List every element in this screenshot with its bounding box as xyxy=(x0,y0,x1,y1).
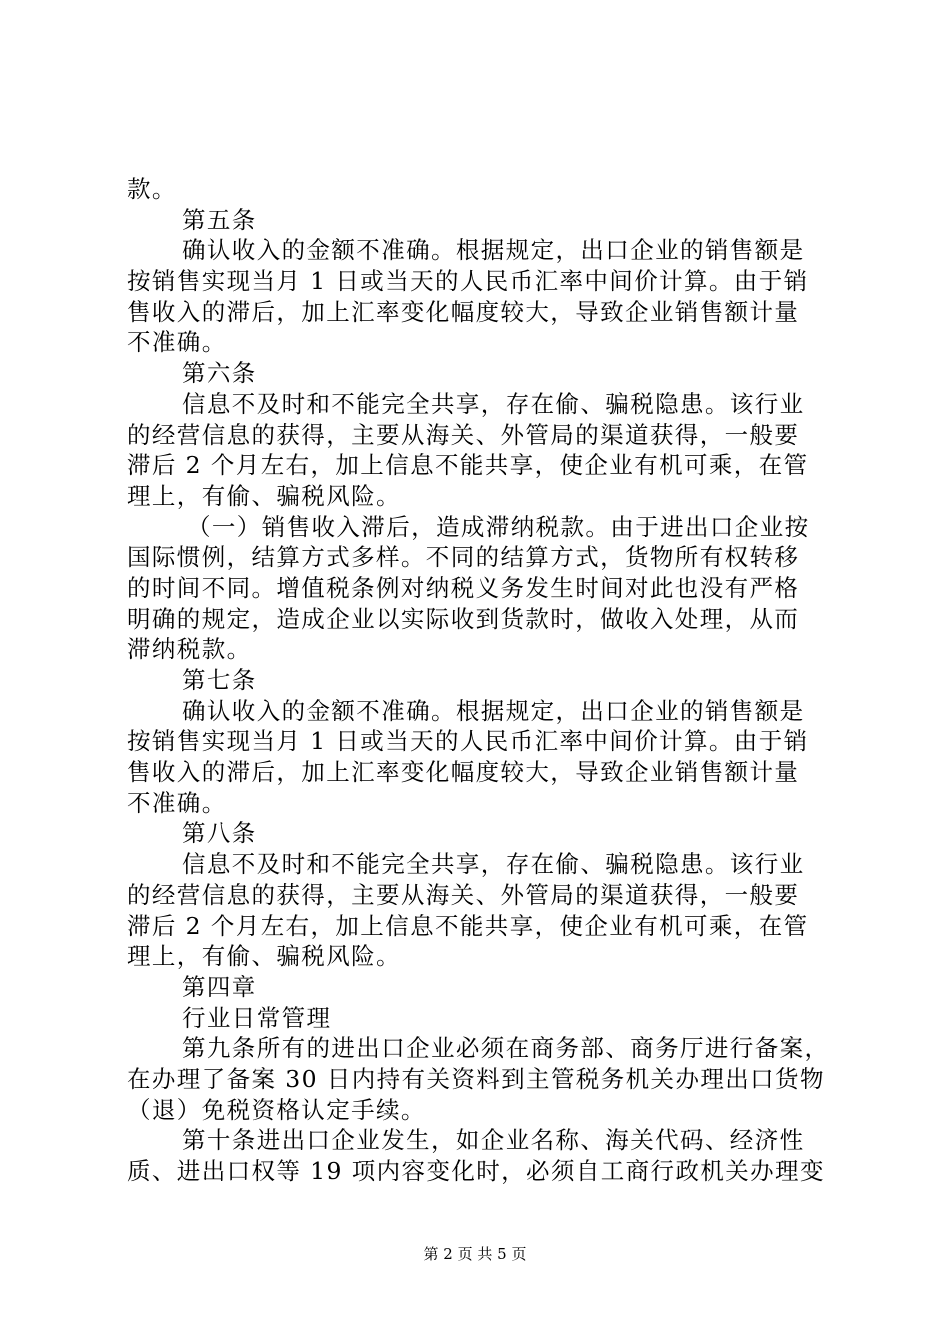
text-line: 理上，有偷、骗税风险。 xyxy=(127,481,401,510)
text-line: 理上，有偷、骗税风险。 xyxy=(127,942,401,971)
text-line: 款。 xyxy=(127,175,177,203)
page-footer xyxy=(0,1244,950,1264)
text-line: 滞后 2 个月左右，加上信息不能共享，使企业有机可乘，在管 xyxy=(127,911,809,940)
text-line: 在办理了备案 30 日内持有关资料到主管税务机关办理出口货物 xyxy=(127,1064,825,1093)
text-line: 质、进出口权等 19 项内容变化时，必须自工商行政机关办理变 xyxy=(127,1157,825,1185)
text-line: 按销售实现当月 1 日或当天的人民币汇率中间价计算。由于销 xyxy=(127,727,809,756)
document-body xyxy=(127,174,831,1187)
text-line: 不准确。 xyxy=(127,328,227,357)
text-line: （退）免税资格认定手续。 xyxy=(127,1095,426,1124)
text-line: 确认收入的金额不准确。根据规定，出口企业的销售额是 xyxy=(182,696,805,725)
text-line: 第十条进出口企业发生，如企业名称、海关代码、经济性 xyxy=(182,1126,805,1155)
text-line: 确认收入的金额不准确。根据规定，出口企业的销售额是 xyxy=(182,236,805,265)
article-heading: 第五条 xyxy=(182,205,257,234)
chapter-title: 行业日常管理 xyxy=(182,1003,332,1032)
page-number: 第 2 页 共 5 页 xyxy=(423,1245,527,1263)
text-line: 明确的规定，造成企业以实际收到货款时，做收入处理，从而 xyxy=(127,604,800,633)
chapter-heading: 第四章 xyxy=(182,972,257,1001)
text-line: 的经营信息的获得，主要从海关、外管局的渠道获得，一般要 xyxy=(127,420,800,449)
text-line: 售收入的滞后，加上汇率变化幅度较大，导致企业销售额计量 xyxy=(127,297,800,326)
article-heading: 第八条 xyxy=(182,819,257,848)
text-line: 国际惯例，结算方式多样。不同的结算方式，货物所有权转移 xyxy=(127,543,800,572)
article-heading: 第六条 xyxy=(182,359,257,388)
text-line: 不准确。 xyxy=(127,788,227,817)
text-line: 按销售实现当月 1 日或当天的人民币汇率中间价计算。由于销 xyxy=(127,267,809,296)
text-line: 的时间不同。增值税条例对纳税义务发生时间对此也没有严格 xyxy=(127,573,800,602)
text-line: 售收入的滞后，加上汇率变化幅度较大，导致企业销售额计量 xyxy=(127,758,800,787)
text-line: 第九条所有的进出口企业必须在商务部、商务厅进行备案， xyxy=(182,1034,830,1063)
article-heading: 第七条 xyxy=(182,666,257,694)
text-line: 滞纳税款。 xyxy=(127,635,252,664)
text-line: 信息不及时和不能完全共享，存在偷、骗税隐患。该行业 xyxy=(182,850,805,879)
text-line: 滞后 2 个月左右，加上信息不能共享，使企业有机可乘，在管 xyxy=(127,451,809,480)
text-line: 的经营信息的获得，主要从海关、外管局的渠道获得，一般要 xyxy=(127,880,800,909)
text-line: （一）销售收入滞后，造成滞纳税款。由于进出口企业按 xyxy=(187,512,810,541)
text-line: 信息不及时和不能完全共享，存在偷、骗税隐患。该行业 xyxy=(182,389,805,418)
